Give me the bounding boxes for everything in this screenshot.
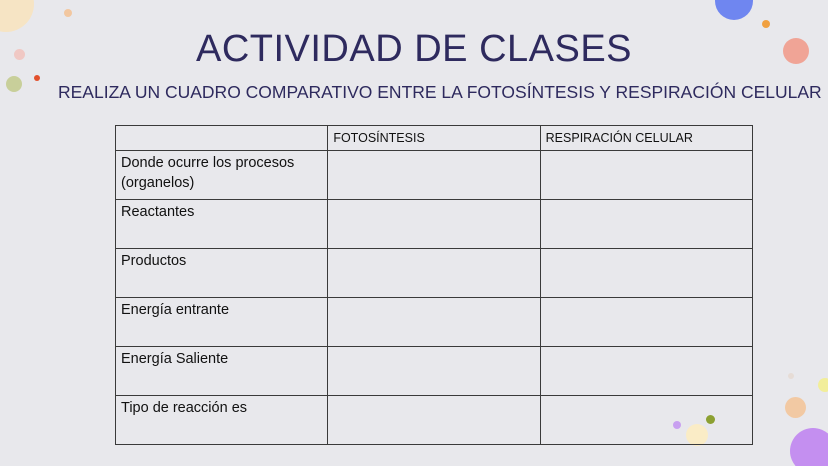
table-cell[interactable] xyxy=(328,298,540,347)
row-label: Energía entrante xyxy=(116,298,328,347)
table-cell[interactable] xyxy=(328,396,540,445)
table-row xyxy=(116,298,753,347)
decorative-dot xyxy=(6,76,22,92)
table-row xyxy=(116,347,753,396)
table-row xyxy=(116,249,753,298)
row-label: Productos xyxy=(116,249,328,298)
table-row xyxy=(116,151,753,200)
decorative-dot xyxy=(818,378,828,392)
table-row xyxy=(116,200,753,249)
row-label: Energía Saliente xyxy=(116,347,328,396)
table-header-cell: FOTOSÍNTESIS xyxy=(328,126,540,151)
decorative-dot xyxy=(788,373,794,379)
decorative-dot xyxy=(34,75,40,81)
table-cell[interactable] xyxy=(328,249,540,298)
page-title: ACTIVIDAD DE CLASES xyxy=(195,28,633,70)
table-cell[interactable] xyxy=(540,200,752,249)
decorative-dot xyxy=(762,20,770,28)
row-label: Tipo de reacción es xyxy=(116,396,328,445)
table-header-row xyxy=(116,126,753,151)
comparison-table xyxy=(115,125,753,445)
table-cell[interactable] xyxy=(328,151,540,200)
table-cell[interactable] xyxy=(328,200,540,249)
table-cell[interactable] xyxy=(540,347,752,396)
table-row xyxy=(116,396,753,445)
decorative-dot xyxy=(64,9,72,17)
row-label: Donde ocurre los procesos (organelos) xyxy=(116,151,328,200)
page-subtitle: REALIZA UN CUADRO COMPARATIVO ENTRE LA FOTOSÍNTESIS Y RESPIRACIÓN CELULAR xyxy=(58,82,822,102)
decorative-dot xyxy=(785,397,806,418)
table-cell[interactable] xyxy=(540,396,752,445)
table-header-cell xyxy=(116,126,328,151)
table-cell[interactable] xyxy=(540,249,752,298)
table-header-cell: RESPIRACIÓN CELULAR xyxy=(540,126,752,151)
table-cell[interactable] xyxy=(540,298,752,347)
decorative-dot xyxy=(715,0,753,20)
table-cell[interactable] xyxy=(540,151,752,200)
decorative-dot xyxy=(790,428,828,466)
table-cell[interactable] xyxy=(328,347,540,396)
row-label: Reactantes xyxy=(116,200,328,249)
